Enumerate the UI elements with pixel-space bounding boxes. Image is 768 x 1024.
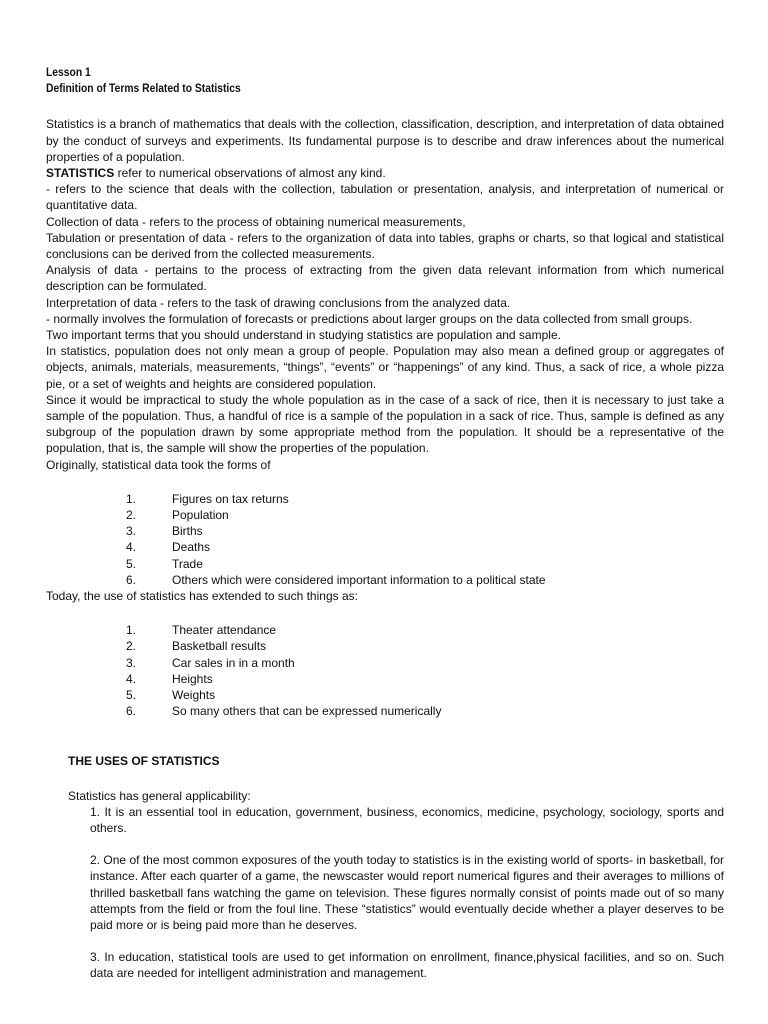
uses-item-3: 3. In education, statistical tools are used to get information on enrollment, finance,physical facilities, and so on. Such data are needed for intelligent administration and management. [90, 950, 724, 981]
list-number: 4. [125, 540, 136, 555]
interpretation-definition: Interpretation of data - refers to the task of drawing conclusions from the analyzed data. [46, 295, 511, 310]
list-number: 2. [125, 508, 136, 523]
population-definition: In statistics, population does not only mean a group of people. Population may also mean a defined group or aggregates of objects, animals, materials, measurements, “things”, “events” or “happenings” of any kind. Thus, a sack of rice, a whole pizza pie, or a set of weights and heights are considered population. [46, 344, 724, 391]
list-number: 5. [125, 687, 136, 702]
list-number: 5. [125, 556, 136, 571]
list-text: Population [172, 508, 229, 523]
list-number: 6. [125, 704, 136, 719]
list-text: Trade [172, 556, 203, 571]
science-definition: - refers to the science that deals with the collection, tabulation or presentation, analysis, and interpretation of numerical or quantitative data. [46, 182, 724, 213]
tabulation-definition: Tabulation or presentation of data - refers to the organization of data into tables, graphs or charts, so that logical and statistical conclusions can be derived from the collected measurements. [46, 230, 724, 262]
today-paragraph: Today, the use of statistics has extended to such things as: [46, 589, 358, 603]
forecast-definition: - normally involves the formulation of forecasts or predictions about larger groups on the data collected from small groups. [46, 311, 693, 326]
list-item [46, 539, 724, 555]
collection-definition: Collection of data - refers to the process of obtaining numerical measurements, [46, 214, 466, 229]
list-text: So many others that can be expressed numerically [172, 704, 442, 719]
statistics-definition-text: refer to numerical observations of almost any kind. [114, 166, 386, 181]
lesson-number: Lesson 1 [46, 65, 91, 79]
list-item [46, 556, 724, 572]
list-item [46, 622, 724, 638]
list-item [46, 507, 724, 523]
list-text: Weights [172, 687, 216, 702]
list-item [46, 572, 724, 588]
list-text: Theater attendance [172, 623, 277, 638]
list-item [46, 638, 724, 654]
list-text: Basketball results [172, 639, 267, 654]
sample-definition: Since it would be impractical to study the whole population as in the case of a sack of rice, then it is necessary to just take a sample of the population. Thus, a handful of rice is a sample of the population in a sack of rice. Thus, sample is defined as any subgroup of the population drawn by some appropriate method from the population. It should be a representative of the population, that is, the sample will show the properties of the population. [46, 392, 724, 456]
list-number: 1. [125, 491, 136, 506]
statistics-term: STATISTICS [46, 166, 115, 181]
list-item [46, 671, 724, 687]
list-item [46, 687, 724, 703]
list-text: Deaths [172, 540, 211, 555]
uses-item-1: 1. It is an essential tool in education, government, business, economics, medicine, psychology, sociology, sports and others. [90, 804, 724, 835]
list-number: 1. [125, 623, 136, 638]
two-terms-paragraph: Two important terms that you should understand in studying statistics are population and sample. [46, 328, 561, 343]
list-text: Heights [172, 671, 213, 686]
today-uses-list [46, 622, 724, 719]
uses-section-title: THE USES OF STATISTICS [68, 754, 220, 769]
analysis-definition: Analysis of data - pertains to the process of extracting from the given data relevant information from which numerical description can be formulated. [46, 263, 724, 294]
list-item [46, 655, 724, 671]
uses-section [68, 788, 724, 982]
intro-paragraph: Statistics is a branch of mathematics that deals with the collection, classification, description, and interpretation of data obtained by the conduct of surveys and experiments. Its fundamental purpose is to describe and draw inferences about the numerical properties of a population. [46, 117, 724, 164]
list-text: Others which were considered important information to a political state [172, 572, 546, 587]
list-item [46, 491, 724, 507]
list-number: 3. [125, 655, 136, 670]
list-text: Births [172, 524, 203, 539]
list-number: 2. [125, 639, 136, 654]
statistics-definition [46, 165, 724, 181]
uses-intro: Statistics has general applicability: [68, 788, 251, 803]
list-number: 4. [125, 671, 136, 686]
lesson-title: Definition of Terms Related to Statistics [46, 81, 241, 96]
uses-item-2: 2. One of the most common exposures of the youth today to statistics is in the existing world of sports- in basketball, for instance. After each quarter of a game, the newscaster would report numerical figures and their averages to millions of thrilled basketball fans watching the game on television. These figures normally consist of points made out of so many attempts from the field or from the foul line. These “statistics” would eventually decide whether a player deserves to be paid more or is being paid more than he deserves. [90, 853, 724, 932]
list-item [46, 703, 724, 719]
list-text: Car sales in in a month [172, 655, 295, 670]
original-forms-list [46, 491, 724, 588]
originally-paragraph: Originally, statistical data took the forms of [46, 457, 271, 472]
list-text: Figures on tax returns [172, 491, 289, 506]
list-number: 6. [125, 572, 136, 587]
list-item [46, 523, 724, 539]
list-number: 3. [125, 524, 136, 539]
